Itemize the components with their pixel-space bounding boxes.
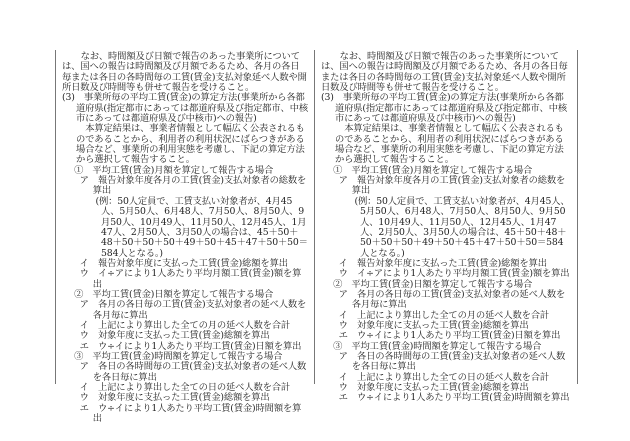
method-2-item-u: ウ 対象年度に支払った工賃(賃金)総額を算出 (338, 319, 529, 331)
method-2-item-e: エ ウ÷イにより1人あたり平均工賃(賃金)日額を算出 (338, 330, 561, 342)
method-2-item-i: イ 上記により算出した全ての月の延べ人数を合計 (79, 319, 291, 331)
method-3-heading: ③ 平均工賃(賃金)時間額を算定して報告する場合 (74, 350, 283, 362)
left-column-before-revision (55, 50, 314, 425)
method-3-item-u: ウ 対象年度に支払った工賃(賃金)総額を算出 (338, 382, 529, 393)
method-2-item-i: イ 上記により算出した全ての月の延べ人数を合計 (338, 309, 550, 321)
method-1-example: (例：50人定員で、工賃支払い対象者が、4月45人、5月50人、6月48人、7月50人、8月50人、9月50人、10月49人、11月50人、12月45人、1月47人、2月50人、3月50人の場合は、45＋50＋48＋50＋50＋50＋49＋50＋45＋47＋50＋50＝584人となる。) (95, 195, 308, 259)
method-2-heading: ② 平均工賃(賃金)日額を算定して報告する場合 (74, 288, 274, 300)
note-paragraph: なお、時間額及び日額で報告のあった事業所については、国への報告は時間額及び月額であるため、各月の各日毎または各日の各時間毎の工賃(賃金)支払対象延べ人数や開所日数及び時間等も併せて報告を受けること。 (321, 51, 568, 94)
right-column-after-revision (314, 50, 578, 404)
method-2-item-e: エ ウ÷イにより1人あたり平均工賃(賃金)日額を算出 (79, 340, 302, 352)
section-3-body: 本算定結果は、事業者情報として幅広く公表されるものであることから、利用者の利用状況にばらつきがある場合など、事業所の利用実態を考慮し、下記の算定方法から選択して報告すること。 (334, 123, 564, 166)
method-3-item-e: エ ウ÷イにより1人あたり平均工賃(賃金)時間額を算出 (79, 402, 302, 425)
method-3-item-e: エ ウ÷イにより1人あたり平均工賃(賃金)時間額を算出 (338, 392, 570, 404)
method-3-item-u: ウ 対象年度に支払った工賃(賃金)総額を算出 (79, 392, 270, 404)
method-3-heading: ③ 平均工賃(賃金)時間額を算定して報告する場合 (333, 340, 542, 352)
method-1-item-u: ウ イ÷アにより1人あたり平均月額工賃(賃金)額を算出 (338, 268, 570, 280)
method-1-item-a: ア 報告対象年度各月の工賃(賃金)支払対象者の総数を算出 (79, 175, 307, 197)
method-3-item-a: ア 各日の各時間毎の工賃(賃金)支払対象者の延べ人数を各日毎に算出 (79, 361, 307, 383)
method-3-item-i: イ 上記により算出した全ての日の延べ人数を合計 (338, 371, 550, 383)
method-2-item-a: ア 各月の各日毎の工賃(賃金)支払対象者の延べ人数を各月毎に算出 (338, 288, 566, 311)
method-1-item-u: ウ イ÷アにより1人あたり平均月額工賃(賃金)額を算出 (79, 268, 302, 290)
method-1-item-i: イ 報告対象年度に支払った工賃(賃金)総額を算出 (338, 257, 547, 269)
method-3-item-a: ア 各日の各時間毎の工賃(賃金)支払対象者の延べ人数を各日毎に算出 (338, 350, 566, 373)
method-1-item-i: イ 報告対象年度に支払った工賃(賃金)総額を算出 (79, 257, 288, 269)
method-2-heading: ② 平均工賃(賃金)日額を算定して報告する場合 (333, 278, 533, 290)
method-1-item-a: ア 報告対象年度各月の工賃(賃金)支払対象者の総数を算出 (338, 175, 566, 197)
right-column-text (321, 52, 571, 404)
method-2-item-a: ア 各月の各日毎の工賃(賃金)支払対象者の延べ人数を各月毎に算出 (79, 299, 307, 321)
note-paragraph: なお、時間額及び日額で報告のあった事業所については、国への報告は時間額及び月額であるため、各月の各日毎または各日の各時間毎の工賃(賃金)支払対象延べ人数や開所日数及び時間等も併せて報告を受けること。 (62, 51, 307, 94)
section-3-heading: (3) 事業所毎の平均工賃(賃金)の算定方法(事業所から各都道府県(指定都市にあっては都道府県及び指定都市、中核市にあっては都道府県及び中核市)への報告) (321, 92, 567, 125)
left-column-text (62, 52, 308, 424)
section-3-heading: (3) 事業所毎の平均工賃(賃金)の算定方法(事業所から各都道府県(指定都市にあっては都道府県及び指定都市、中核市にあっては都道府県及び中核市)への報告) (62, 92, 308, 125)
method-1-heading: ① 平均工賃(賃金)月額を算定して報告する場合 (74, 164, 274, 176)
method-2-item-u: ウ 対象年度に支払った工賃(賃金)総額を算出 (79, 330, 270, 342)
section-3-body: 本算定結果は、事業者情報として幅広く公表されるものであることから、利用者の利用状況にばらつきがある場合など、事業所の利用実態を考慮し、下記の算定方法から選択して報告すること。 (75, 123, 305, 166)
method-1-example: (例：50人定員で、工賃支払い対象者が、4月45人、5月50人、6月48人、7月50人、8月50人、9月50人、10月49人、11月50人、12月45人、1月47人、2月50人、3月50人の場合は、45＋50＋48＋50＋50＋50＋49＋50＋45＋47＋50＋50＝584人となる。) (354, 195, 570, 259)
method-3-item-i: イ 上記により算出した全ての日の延べ人数を合計 (79, 382, 291, 393)
method-1-heading: ① 平均工賃(賃金)月額を算定して報告する場合 (333, 164, 533, 176)
